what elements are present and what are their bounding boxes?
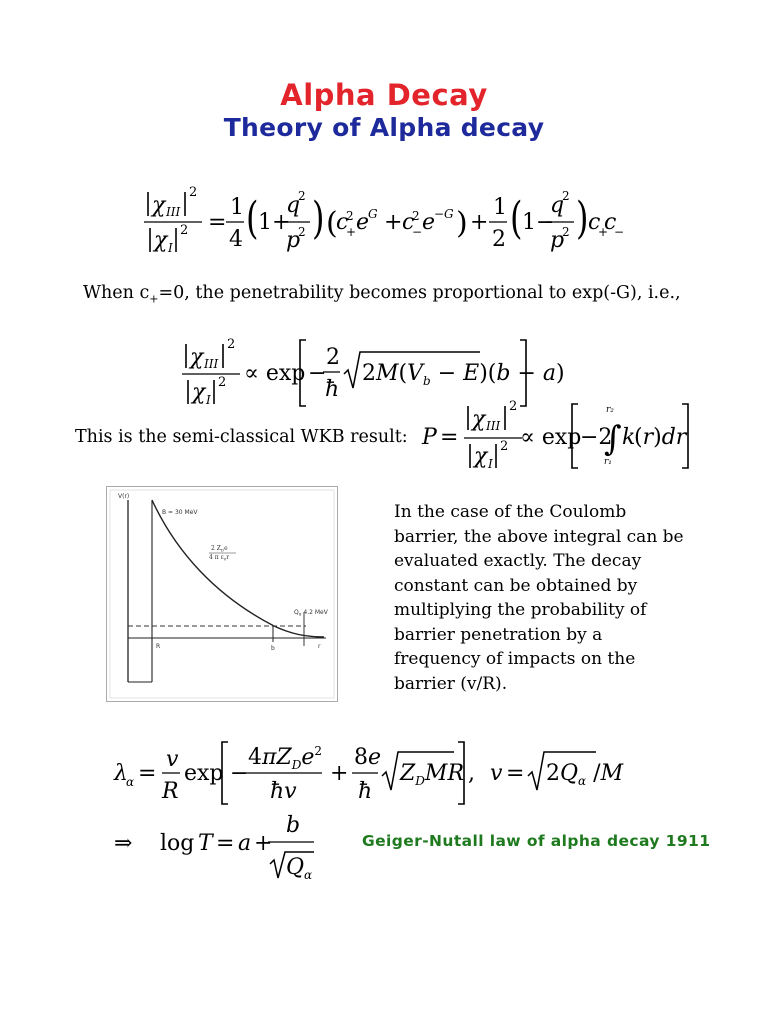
svg-text:c: c — [588, 210, 601, 235]
svg-text:4: 4 — [229, 227, 243, 252]
svg-text:e: e — [356, 210, 370, 235]
svg-text:2: 2 — [180, 223, 189, 238]
svg-text:−G: −G — [434, 207, 454, 221]
svg-text:T: T — [198, 831, 213, 856]
svg-text:): ) — [456, 206, 468, 241]
y-axis-label: V(r) — [118, 493, 130, 500]
q-value-label: $Q_\alpha$ 4.2 MeV — [294, 609, 328, 617]
svg-text:ħ: ħ — [358, 779, 373, 804]
svg-text:=: = — [208, 210, 227, 235]
equation-wkb — [420, 398, 700, 474]
svg-text:q: q — [286, 193, 301, 218]
svg-text:+: + — [384, 210, 403, 235]
svg-text:−: − — [308, 361, 327, 386]
svg-text:2: 2 — [218, 375, 227, 390]
svg-text:+: + — [254, 831, 273, 856]
svg-text:⇒: ⇒ — [114, 831, 133, 856]
svg-text:(: ( — [246, 192, 259, 245]
svg-text:2: 2 — [500, 439, 509, 454]
svg-text:1+: 1+ — [258, 210, 291, 235]
axis-r-label: r — [318, 643, 321, 650]
svg-text:=: = — [506, 761, 525, 786]
svg-text:2: 2 — [562, 225, 570, 239]
equation-geiger-nutall — [112, 812, 342, 886]
svg-text:ħv: ħv — [270, 779, 297, 804]
svg-text:p: p — [550, 228, 565, 253]
svg-text:χ: χ — [192, 380, 206, 405]
svg-text:r₁: r₁ — [604, 457, 612, 467]
svg-text:2: 2 — [412, 209, 420, 223]
svg-text:r₂: r₂ — [606, 405, 614, 415]
svg-text:Qα: $Q_\alpha$ — [286, 855, 313, 882]
svg-text:−: − — [614, 225, 625, 239]
equation-transmission-ratio — [140, 180, 625, 260]
svg-text:−: − — [412, 225, 423, 239]
geiger-nutall-label: Geiger-Nutall law of alpha decay 1911 — [362, 832, 711, 850]
svg-text:ZDMR: $Z_DMR$ — [400, 761, 465, 788]
svg-text:∫: ∫ — [604, 419, 622, 459]
svg-text:III: III — [486, 419, 501, 433]
svg-text:−: − — [230, 761, 249, 786]
barrier-height-label: B = 30 MeV — [162, 509, 198, 516]
svg-text:8e: 8e — [354, 745, 382, 770]
page-title: Alpha Decay — [280, 78, 488, 112]
svg-text:α: α — [126, 775, 135, 789]
svg-text:2 ZDe: 2 $Z_De$ — [211, 545, 228, 553]
svg-text:exp: exp — [184, 761, 224, 786]
svg-text:4πZDe2: $4\pi Z_De^2$ — [248, 744, 323, 772]
svg-text:q: q — [550, 193, 565, 218]
svg-text:v: v — [166, 747, 179, 772]
svg-text:4 π ε0r: 4 π $\varepsilon_0r$ — [209, 554, 230, 562]
svg-text:R: R — [162, 779, 179, 804]
svg-text:G: G — [368, 207, 378, 221]
svg-text:(: ( — [510, 192, 523, 245]
svg-text:c: c — [604, 210, 617, 235]
svg-text:a: a — [238, 831, 252, 856]
svg-text:I: I — [488, 457, 493, 471]
svg-text:2: 2 — [227, 337, 236, 352]
svg-text:2: 2 — [509, 399, 518, 414]
svg-text:+: + — [346, 225, 357, 239]
svg-text:χ: χ — [474, 444, 488, 469]
svg-text:): ) — [312, 192, 325, 245]
svg-text:P: P — [422, 425, 437, 450]
svg-text:2: 2 — [326, 345, 340, 370]
svg-text:I: I — [168, 241, 173, 255]
svg-text:III: III — [166, 205, 181, 219]
svg-text:1−: 1− — [522, 210, 555, 235]
when-line: When $c_+=0$, the penetrability becomes proportional to exp(-G), i.e., — [83, 283, 681, 306]
equation-decay-constant — [112, 738, 624, 808]
svg-text:log: log — [160, 831, 195, 856]
svg-text:χ: χ — [190, 345, 204, 370]
svg-text:(r)dr: (r)dr — [634, 425, 687, 450]
svg-text:=: = — [440, 425, 459, 450]
svg-text:2: 2 — [346, 209, 354, 223]
page-subtitle: Theory of Alpha decay — [223, 113, 545, 142]
svg-text:∝ exp: ∝ exp — [244, 361, 306, 386]
coulomb-paragraph: In the case of the Coulomb barrier, the above integral can be evaluated exactly. The decay constant can be obtained by multiplying the probability of barrier penetration by a frequency of impacts on the barrier (v/R). — [394, 502, 684, 694]
svg-text:c: c — [336, 210, 349, 235]
svg-text:c: c — [402, 210, 415, 235]
svg-text:,: , — [468, 761, 475, 786]
svg-text:2: 2 — [492, 227, 506, 252]
svg-text:2M(Vb − E)(b − a): $2M(V_b - E)(b - a)$ — [362, 361, 565, 388]
tick-b: b — [271, 645, 275, 652]
svg-text:χ: χ — [472, 407, 486, 432]
svg-text:2: 2 — [562, 189, 570, 203]
coulomb-barrier-figure — [106, 486, 338, 702]
svg-text:III: III — [204, 357, 219, 371]
svg-text:=: = — [216, 831, 235, 856]
svg-text:v: v — [490, 761, 503, 786]
tick-r-nucleus: R — [156, 643, 161, 650]
svg-text:p: p — [286, 228, 301, 253]
svg-text:−2: −2 — [580, 425, 613, 450]
wkb-line: This is the semi-classical WKB result: — [75, 427, 408, 447]
svg-text:∝ exp: ∝ exp — [520, 425, 582, 450]
svg-text:+: + — [330, 761, 349, 786]
svg-text:2: 2 — [189, 185, 198, 200]
svg-text:): ) — [576, 192, 589, 245]
svg-text:χ: χ — [154, 228, 168, 253]
svg-text:=: = — [138, 761, 157, 786]
svg-text:k: k — [622, 425, 636, 450]
svg-text:(: ( — [326, 206, 338, 241]
svg-text:2: 2 — [298, 225, 306, 239]
svg-text:+: + — [470, 210, 489, 235]
svg-text:+: + — [598, 225, 609, 239]
svg-text:b: b — [286, 813, 301, 838]
svg-text:2Qα /M: $2Q_\alpha$ /M — [546, 761, 624, 788]
svg-text:e: e — [422, 210, 436, 235]
svg-text:I: I — [206, 393, 211, 407]
svg-text:λ: λ — [114, 761, 128, 786]
svg-text:1: 1 — [493, 195, 507, 220]
svg-text:2: 2 — [298, 189, 306, 203]
svg-text:1: 1 — [230, 195, 244, 220]
svg-text:ħ: ħ — [325, 377, 340, 402]
svg-text:χ: χ — [152, 193, 166, 218]
